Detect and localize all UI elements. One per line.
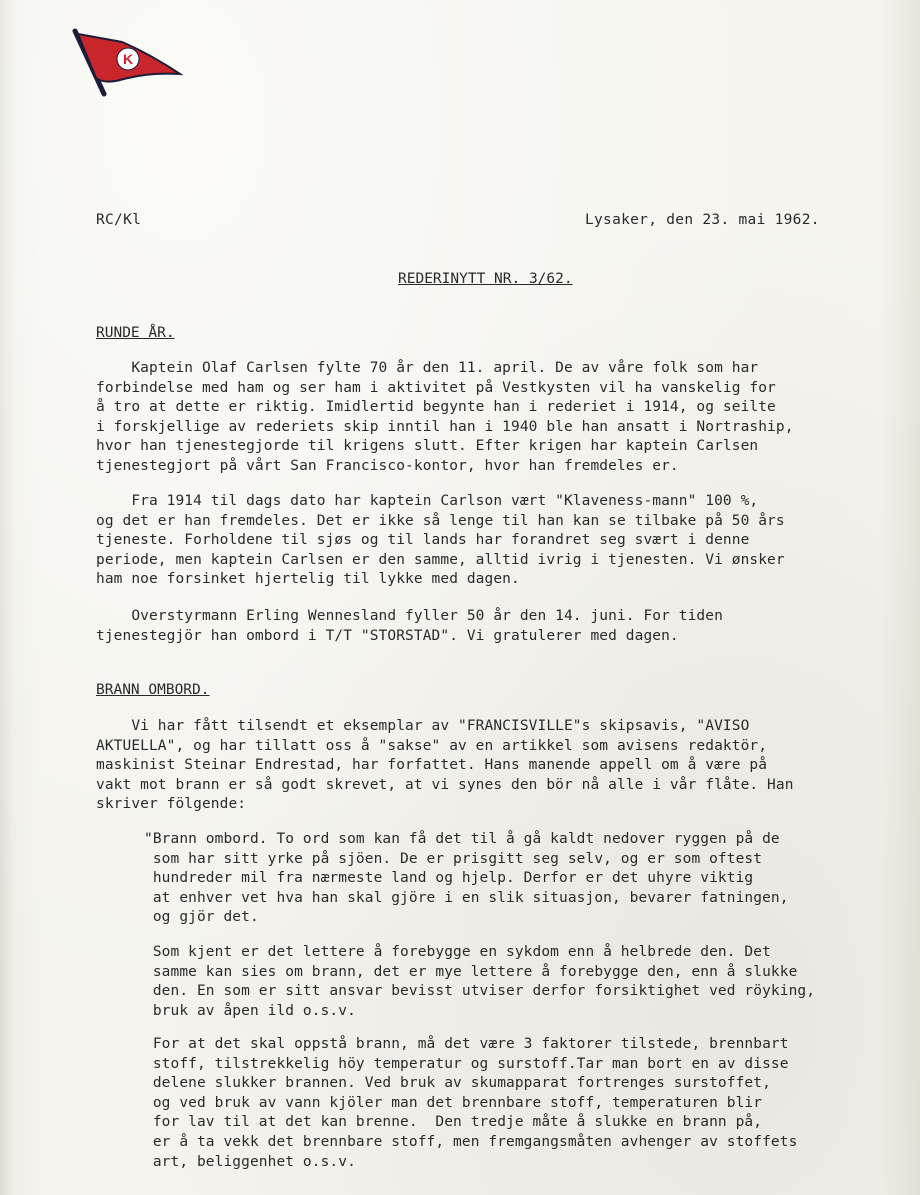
section-heading-brann: BRANN OMBORD.: [96, 682, 210, 698]
text-line: tjenestegjör han ombord i T/T "STORSTAD". Vi gratulerer med dagen.: [96, 627, 679, 644]
text-line: tjenestegjort på vårt San Francisco-kontor, hvor han fremdeles er.: [96, 457, 679, 474]
text-line: samme kan sies om brann, det er mye lettere å forebygge den, enn å slukke: [144, 963, 798, 980]
text-line: forbindelse med ham og ser ham i aktivitet på Vestkysten vil ha vanskelig for: [96, 379, 776, 396]
text-line: at enhver vet hva han skal gjöre i en slik situasjon, bevarer fatningen,: [144, 889, 789, 906]
text-line: hundreder mil fra nærmeste land og hjelp. Derfor er det uhyre viktig: [144, 870, 754, 887]
text-line: delene slukker brannen. Ved bruk av skumapparat fortrenges surstoffet,: [144, 1075, 771, 1092]
text-line: den. En som er sitt ansvar bevisst utviser derfor forsiktighet ved röyking,: [144, 983, 816, 1000]
quote-paragraph-3: [144, 1035, 797, 1172]
text-line: er å ta vekk det brennbare stoff, men fremgangsmåten avhenger av stoffets: [144, 1133, 798, 1150]
text-line: og ved bruk av vann kjöler man det brennbare stoff, temperaturen blir: [144, 1094, 763, 1111]
text-line: art, beliggenhet o.s.v.: [144, 1153, 356, 1170]
text-line: å tro at dette er riktig. Imidlertid begynte han i rederiet i 1914, og seilte: [96, 399, 776, 416]
text-line: bruk av åpen ild o.s.v.: [144, 1002, 356, 1019]
text-line: vakt mot brann er så godt skrevet, at vi synes den bör nå alle i vår flåte. Han: [96, 776, 794, 793]
paragraph-carlsen-birthday: [96, 359, 794, 477]
text-line: tjeneste. Forholdene til sjøs og til lands har forandret seg svært i denne: [96, 532, 750, 549]
text-line: som har sitt yrke på sjöen. De er prisgitt seg selv, og er som oftest: [144, 850, 763, 867]
text-line: i forskjellige av rederiets skip inntil han i 1940 ble han ansatt i Nortraship,: [96, 418, 794, 435]
text-line: ham noe forsinket hjertelig til lykke med dagen.: [96, 571, 520, 588]
paragraph-wennesland-birthday: [96, 607, 723, 646]
text-line: Overstyrmann Erling Wennesland fyller 50 år den 14. juni. For tiden: [96, 608, 723, 624]
text-line: for lav til at det kan brenne. Den tredje måte å slukke en brann på,: [144, 1114, 763, 1131]
klaveness-flag-logo: [70, 28, 185, 100]
quote-paragraph-2: [144, 943, 815, 1021]
paragraph-carlsen-career: [96, 492, 785, 590]
text-line: Som kjent er det lettere å forebygge en sykdom enn å helbrede den. Det: [144, 944, 771, 960]
text-line: Fra 1914 til dags dato har kaptein Carlson vært "Klaveness-mann" 100 %,: [96, 493, 759, 509]
text-line: maskinist Steinar Endrestad, har forfattet. Hans manende appell om å være på: [96, 757, 768, 774]
section-heading-runde: RUNDE ÅR.: [96, 325, 175, 341]
text-line: Kaptein Olaf Carlsen fylte 70 år den 11. april. De av våre folk som har: [96, 360, 759, 376]
newsletter-title: REDERINYTT NR. 3/62.: [398, 271, 573, 287]
text-line: AKTUELLA", og har tillatt oss å "sakse" av en artikkel som avisens redaktör,: [96, 737, 768, 754]
text-line: "Brann ombord. To ord som kan få det til å gå kaldt nedover ryggen på de: [144, 831, 780, 847]
text-line: skriver fölgende:: [96, 796, 247, 813]
quote-paragraph-1: [144, 830, 789, 928]
text-line: og det er han fremdeles. Det er ikke så lenge til han kan se tilbake på 50 års: [96, 512, 785, 529]
flag-letter: K: [122, 51, 134, 67]
letter-date: Lysaker, den 23. mai 1962.: [585, 212, 820, 228]
text-line: hvor han tjenestegjorde til krigens slutt. Efter krigen har kaptein Carlsen: [96, 438, 759, 455]
text-line: stoff, tilstrekkelig höy temperatur og surstoff.Tar man bort en av disse: [144, 1055, 789, 1072]
text-line: periode, men kaptein Carlsen er den samme, alltid ivrig i tjenesten. Vi ønsker: [96, 551, 785, 568]
text-line: og gjör det.: [144, 909, 259, 926]
paragraph-brann-intro: [96, 717, 794, 815]
reference-code: RC/Kl: [96, 212, 142, 228]
text-line: For at det skal oppstå brann, må det være 3 faktorer tilstede, brennbart: [144, 1036, 789, 1052]
text-line: Vi har fått tilsendt et eksemplar av "FRANCISVILLE"s skipsavis, "AVISO: [96, 718, 750, 734]
